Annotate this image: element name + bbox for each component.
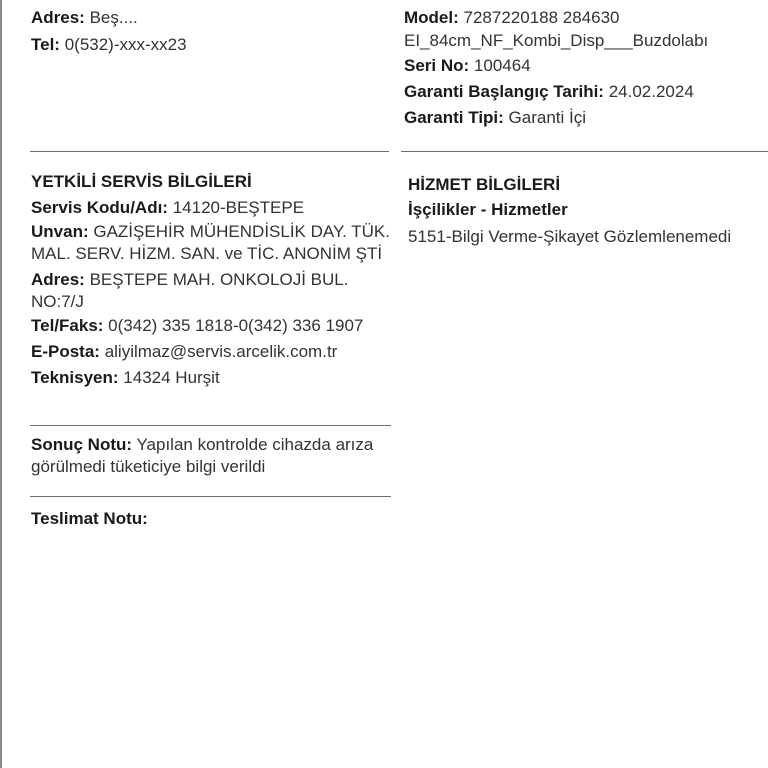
- service-technician-row: [31, 368, 220, 388]
- service-title-row: [31, 222, 390, 242]
- product-warranty-type-row: [404, 108, 586, 128]
- service-address-value-line1: BEŞTEPE MAH. ONKOLOJİ BUL.: [89, 270, 349, 289]
- product-model-value-line2-row: [404, 31, 708, 51]
- delivery-label: Teslimat Notu:: [31, 509, 148, 528]
- customer-address-label: Adres:: [31, 8, 85, 27]
- service-title-value-line1: GAZİŞEHİR MÜHENDİSLİK DAY. TÜK.: [93, 222, 390, 241]
- result-label: Sonuç Notu:: [31, 435, 133, 454]
- product-warranty-type-label: Garanti Tipi:: [404, 108, 504, 127]
- product-serial-value: 100464: [473, 56, 531, 75]
- product-model-label: Model:: [404, 8, 459, 27]
- product-warranty-type-value: Garanti İçi: [508, 108, 587, 127]
- service-heading: YETKİLİ SERVİS BİLGİLERİ: [31, 172, 252, 191]
- product-model-value-line2: EI_84cm_NF_Kombi_Disp___Buzdolabı: [404, 31, 709, 50]
- service-title-line2-row: [31, 244, 382, 264]
- service-address-label: Adres:: [31, 270, 85, 289]
- product-serial-row: [404, 56, 531, 76]
- service-info-item: 5151-Bilgi Verme-Şikayet Gözlemlenemedi: [408, 227, 732, 246]
- customer-address-row: [31, 8, 138, 28]
- product-serial-label: Seri No:: [404, 56, 470, 75]
- service-info-heading: HİZMET BİLGİLERİ: [408, 175, 561, 194]
- service-info-subheading: İşçilikler - Hizmetler: [408, 200, 568, 219]
- customer-phone-label: Tel:: [31, 35, 60, 54]
- service-email-label: E-Posta:: [31, 342, 100, 361]
- service-title-value-line2: MAL. SERV. HİZM. SAN. ve TİC. ANONİM ŞTİ: [31, 244, 383, 263]
- result-value-line1: Yapılan kontrolde cihazda arıza: [136, 435, 374, 454]
- product-warranty-start-value: 24.02.2024: [608, 82, 694, 101]
- customer-phone-value: 0(532)-xxx-xx23: [64, 35, 187, 54]
- product-warranty-start-row: [404, 82, 694, 102]
- divider-service-top: [30, 151, 389, 152]
- service-address-line2-row: [31, 292, 84, 312]
- service-technician-label: Teknisyen:: [31, 368, 119, 387]
- product-model-row: [404, 8, 620, 28]
- result-row: [31, 435, 373, 455]
- result-value-line2: görülmedi tüketiciye bilgi verildi: [31, 457, 266, 476]
- service-phone-label: Tel/Faks:: [31, 316, 104, 335]
- service-phone-row: [31, 316, 363, 336]
- service-email-value: aliyilmaz@servis.arcelik.com.tr: [104, 342, 338, 361]
- customer-address-value: Beş....: [89, 8, 138, 27]
- service-technician-value: 14324 Hurşit: [123, 368, 220, 387]
- service-code-value: 14120-BEŞTEPE: [172, 198, 305, 217]
- service-address-value-line2: NO:7/J: [31, 292, 84, 311]
- page-left-border: [0, 0, 2, 768]
- service-code-row: [31, 198, 304, 218]
- divider-result-top: [30, 425, 391, 426]
- service-code-label: Servis Kodu/Adı:: [31, 198, 168, 217]
- product-model-value-line1: 7287220188 284630: [463, 8, 620, 27]
- customer-phone-row: [31, 35, 187, 55]
- service-email-row: [31, 342, 337, 362]
- product-warranty-start-label: Garanti Başlangıç Tarihi:: [404, 82, 604, 101]
- service-phone-value: 0(342) 335 1818-0(342) 336 1907: [108, 316, 364, 335]
- service-title-label: Unvan:: [31, 222, 89, 241]
- divider-delivery-top: [30, 496, 391, 497]
- service-address-row: [31, 270, 348, 290]
- divider-service-info-top: [401, 151, 768, 152]
